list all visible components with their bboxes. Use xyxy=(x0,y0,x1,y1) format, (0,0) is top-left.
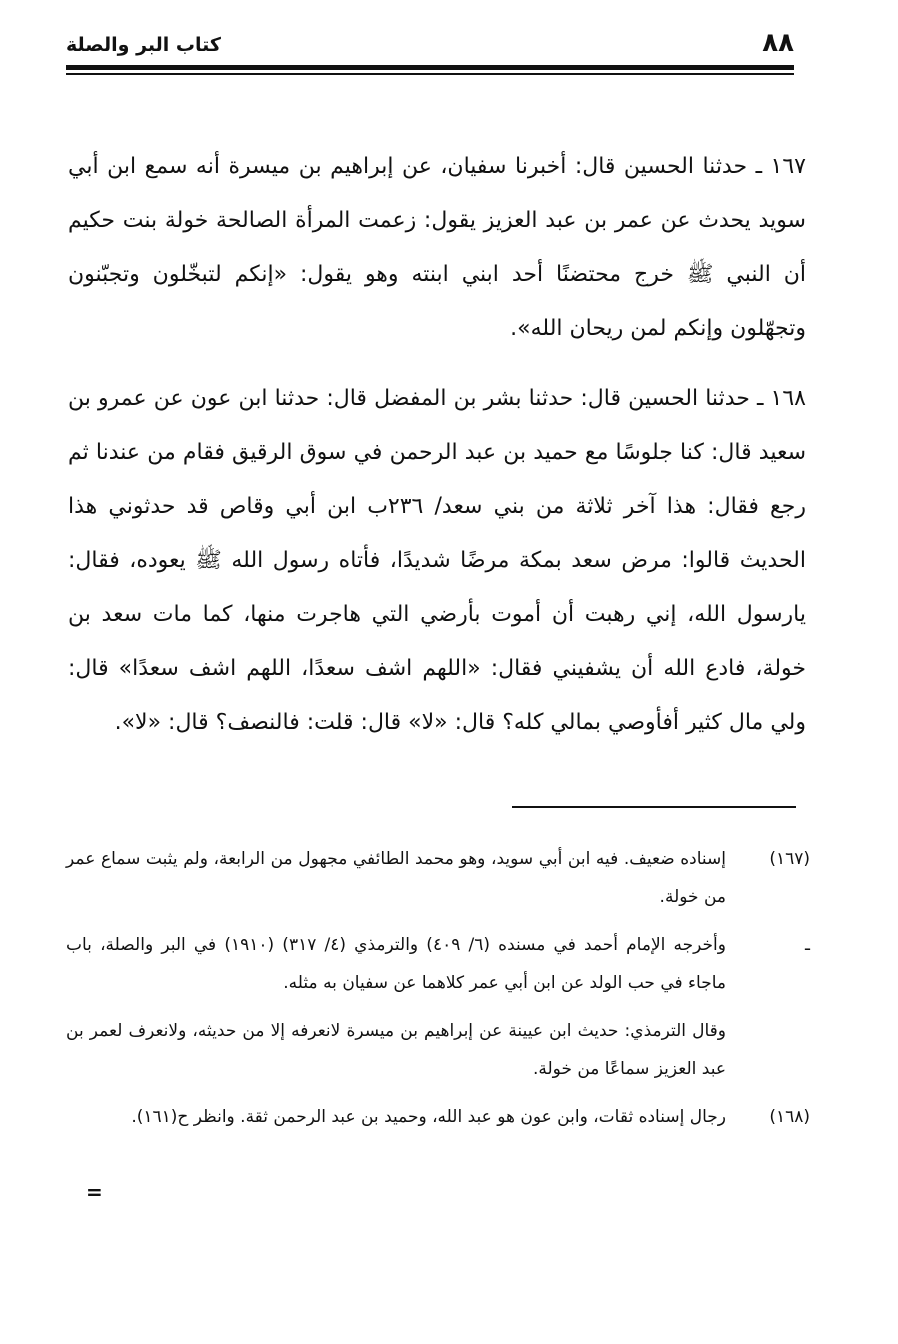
footnote-167-takhrij xyxy=(66,926,810,1002)
hadith-168: ١٦٨ ـ حدثنا الحسين قال: حدثنا بشر بن المفضل قال: حدثنا ابن عون عن عمرو بن سعيد قال: كنا جلوسًا مع حميد بن عبد الرحمن في سوق الرقيق فقام من عندنا ثم رجع فقال: هذا آخر ثلاثة من بني سعد/ ٢٣٦ب ابن أبي وقاص قد حدثوني هذا الحديث قالوا: مرض سعد بمكة مرضًا شديدًا، فأتاه رسول الله ﷺ يعوده، فقال: يارسول الله، إني رهبت أن أموت بأرضي التي هاجرت منها، كما مات سعد بن خولة، فادع الله أن يشفيني فقال: «اللهم اشف سعدًا، اللهم اشف سعدًا» قال: ولي مال كثير أفأوصي بمالي كله؟ قال: «لا» قال: قلت: فالنصف؟ قال: «لا». xyxy=(68,386,806,735)
main-text xyxy=(68,140,806,750)
footnote-mark: ـ xyxy=(805,935,810,955)
header-rule-thin xyxy=(66,73,794,75)
header-rule-thick xyxy=(66,65,794,70)
footnote-168 xyxy=(66,1098,810,1136)
page-number: ٨٨ xyxy=(762,28,794,58)
footnote-167-tirmidhi xyxy=(66,1012,810,1088)
footnote-separator xyxy=(512,806,796,808)
footnote-text: وقال الترمذي: حديث ابن عيينة عن إبراهيم بن ميسرة لانعرفه إلا من حديثه، ولانعرف لعمر بن عبد العزيز سماعًا من خولة. xyxy=(66,1021,726,1079)
footnotes xyxy=(66,840,810,1136)
continuation-mark: = xyxy=(86,1180,103,1204)
footnote-text: إسناده ضعيف. فيه ابن أبي سويد، وهو محمد الطائفي مجهول من الرابعة، ولم يثبت سماع عمر من خولة. xyxy=(66,849,726,907)
hadith-167: ١٦٧ ـ حدثنا الحسين قال: أخبرنا سفيان، عن إبراهيم بن ميسرة أنه سمع ابن أبي سويد يحدث عن عمر بن عبد العزيز يقول: زعمت المرأة الصالحة خولة بنت حكيم أن النبي ﷺ خرج محتضنًا أحد ابني ابنته وهو يقول: «إنكم لتبخّلون وتجبّنون وتجهّلون وإنكم لمن ريحان الله». xyxy=(68,154,806,341)
footnote-text: وأخرجه الإمام أحمد في مسنده (٦/ ٤٠٩) والترمذي (٤/ ٣١٧) (١٩١٠) في البر والصلة، باب ماجاء في حب الولد عن ابن أبي عمر كلاهما عن سفيان به مثله. xyxy=(66,935,726,993)
footnote-text: رجال إسناده ثقات، وابن عون هو عبد الله، وحميد بن عبد الرحمن ثقة. وانظر ح(١٦١). xyxy=(131,1107,726,1127)
footnote-167 xyxy=(66,840,810,916)
footnote-mark: (١٦٨) xyxy=(769,1107,810,1127)
footnote-mark xyxy=(726,1012,810,1088)
footnote-mark: (١٦٧) xyxy=(769,849,810,869)
book-title: كتاب البر والصلة xyxy=(66,34,221,56)
running-header xyxy=(66,28,794,64)
